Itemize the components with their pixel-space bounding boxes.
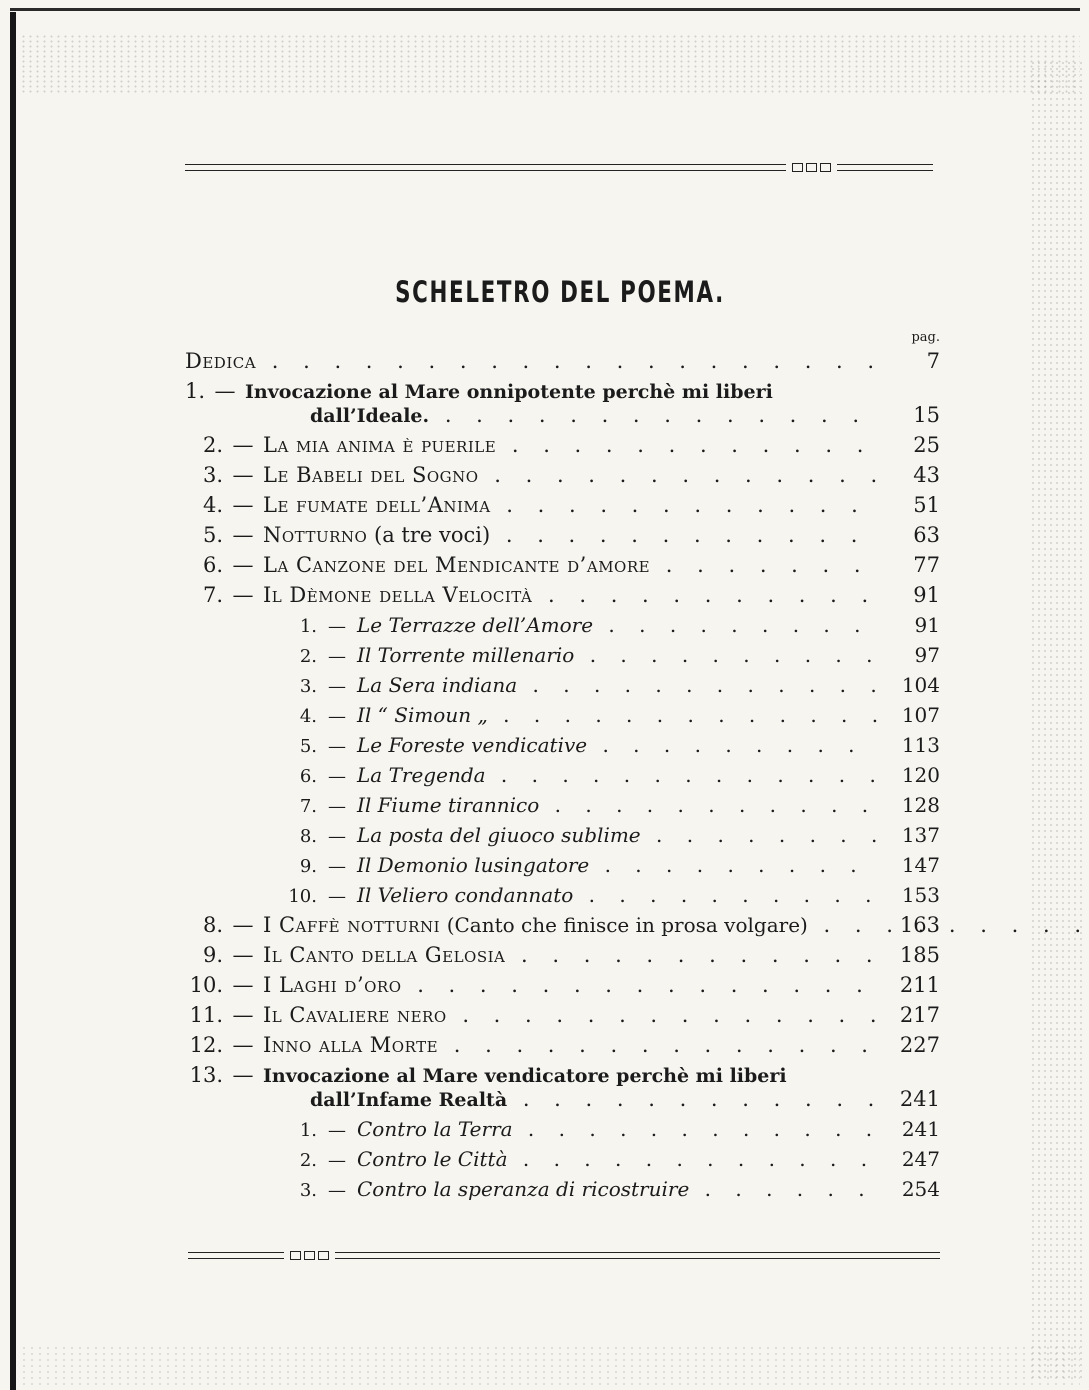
toc-number: 11. xyxy=(189,1003,223,1027)
toc-subrow xyxy=(185,700,940,730)
toc-dash: — xyxy=(232,1063,254,1087)
toc-dash: — xyxy=(328,706,346,727)
toc-number: 3. xyxy=(299,676,317,697)
toc-dash: — xyxy=(232,433,254,457)
bottom-ornament-rule xyxy=(188,1248,940,1262)
toc-title: La Canzone del Mendicante d’amore xyxy=(263,553,651,577)
toc-page: 227 xyxy=(899,1033,940,1057)
toc-number: 8. xyxy=(299,826,317,847)
toc-dash: — xyxy=(328,736,346,757)
scan-noise-bottom xyxy=(20,1345,1080,1385)
toc-page: 25 xyxy=(913,433,940,457)
toc-title-continued: dall’Ideale. xyxy=(310,405,430,427)
toc-row xyxy=(185,460,940,490)
toc-title: I Caffè notturni xyxy=(263,913,441,937)
toc-number: 13. xyxy=(189,1063,223,1087)
toc-number: 2. xyxy=(299,646,317,667)
toc-title: Il Cavaliere nero xyxy=(263,1003,447,1027)
toc-row xyxy=(185,490,940,520)
toc-page: 217 xyxy=(899,1003,940,1027)
toc-title: Invocazione al Mare onnipotente perchè mi liberi xyxy=(245,381,773,403)
toc-dash: — xyxy=(328,826,346,847)
toc-dash: — xyxy=(328,1180,346,1201)
toc-number: 3. xyxy=(202,463,223,487)
toc-page: 137 xyxy=(901,823,940,847)
toc-title: Le Babeli del Sogno xyxy=(263,463,479,487)
toc-row xyxy=(185,970,940,1000)
toc-title: Le Foreste vendicative xyxy=(357,733,588,757)
toc-number: 12. xyxy=(189,1033,223,1057)
toc-row xyxy=(185,580,940,610)
page-title: SCHELETRO DEL POEMA. xyxy=(395,275,725,309)
toc-number: 2. xyxy=(299,1150,317,1171)
toc-number: 7. xyxy=(202,583,223,607)
toc-row xyxy=(185,1030,940,1060)
toc-page: 211 xyxy=(899,973,940,997)
toc-dash: — xyxy=(232,913,254,937)
toc-row xyxy=(185,376,940,403)
toc-page: 241 xyxy=(899,1087,940,1111)
toc-dash: — xyxy=(328,1120,346,1141)
toc-title: Il Demonio lusingatore xyxy=(357,853,590,877)
toc-number: 2. xyxy=(202,433,223,457)
toc-subrow xyxy=(185,1174,940,1204)
toc-dash: — xyxy=(232,973,254,997)
toc-title: Contro le Città xyxy=(357,1147,508,1171)
toc-dash: — xyxy=(232,583,254,607)
toc-number: 1. xyxy=(299,616,317,637)
toc-title: Notturno xyxy=(263,523,368,547)
toc-page: 91 xyxy=(914,613,940,637)
toc-title: Le fumate dell’Anima xyxy=(263,493,491,517)
toc-row xyxy=(185,940,940,970)
scan-noise-top xyxy=(20,34,1080,94)
toc-number: 6. xyxy=(299,766,317,787)
toc-page: 43 xyxy=(913,463,940,487)
toc-row-continued xyxy=(185,400,940,430)
toc-subrow xyxy=(185,880,940,910)
toc-dash: — xyxy=(328,886,346,907)
toc-number: 5. xyxy=(202,523,223,547)
toc-page: 51 xyxy=(913,493,940,517)
toc-title: Contro la Terra xyxy=(357,1117,513,1141)
toc-row xyxy=(185,910,940,940)
toc-row xyxy=(185,1060,940,1087)
toc-dash: — xyxy=(328,796,346,817)
toc-number: 6. xyxy=(202,553,223,577)
toc-title: Il Veliero condannato xyxy=(357,883,574,907)
toc-title: I Laghi d’oro xyxy=(263,973,402,997)
toc-page: 91 xyxy=(913,583,940,607)
toc-subrow xyxy=(185,820,940,850)
toc-page: 77 xyxy=(913,553,940,577)
pag-label: pag. xyxy=(911,330,940,345)
toc-title: La mia anima è puerile xyxy=(263,433,497,457)
toc-dash: — xyxy=(232,1033,254,1057)
toc-page: 128 xyxy=(901,793,940,817)
toc-title: La Sera indiana xyxy=(357,673,518,697)
toc-page: 15 xyxy=(913,403,940,427)
toc-number: 4. xyxy=(299,706,317,727)
scan-noise-right xyxy=(1030,60,1085,1380)
toc-title: Il Dèmone della Velocità xyxy=(263,583,533,607)
toc-title-continued: dall’Infame Realtà xyxy=(310,1089,508,1111)
toc-title: Il Canto della Gelosia xyxy=(263,943,506,967)
toc-title: La posta del giuoco sublime xyxy=(357,823,641,847)
toc-page: 113 xyxy=(901,733,940,757)
toc-title: Il “ Simoun „ xyxy=(357,703,488,727)
toc-subrow xyxy=(185,760,940,790)
toc-subrow xyxy=(185,790,940,820)
toc-dash: — xyxy=(328,646,346,667)
toc-title: Le Terrazze dell’Amore xyxy=(357,613,594,637)
toc-page: 185 xyxy=(899,943,940,967)
toc-title: Il Fiume tirannico xyxy=(357,793,540,817)
toc-page: 63 xyxy=(913,523,940,547)
toc-number: 10. xyxy=(288,886,317,907)
toc-subrow xyxy=(185,850,940,880)
page-top-edge xyxy=(10,8,1080,11)
toc-dash: — xyxy=(328,616,346,637)
toc-dash: — xyxy=(232,493,254,517)
toc-dash: — xyxy=(232,553,254,577)
toc-row xyxy=(185,430,940,460)
toc-title: Inno alla Morte xyxy=(263,1033,439,1057)
toc-number: 5. xyxy=(299,736,317,757)
top-ornament-rule xyxy=(185,160,933,174)
toc-title: Dedica xyxy=(185,349,257,373)
toc-title: Invocazione al Mare vendicatore perchè mi liberi xyxy=(263,1065,787,1087)
toc-number: 8. xyxy=(202,913,223,937)
toc-subrow xyxy=(185,1144,940,1174)
toc-title-extra: (a tre voci) xyxy=(374,523,491,547)
toc-row-dedica xyxy=(185,346,940,376)
toc-page: 107 xyxy=(901,703,940,727)
toc-number: 1. xyxy=(185,379,206,403)
toc-page: 153 xyxy=(901,883,940,907)
toc-row xyxy=(185,550,940,580)
toc-page: 254 xyxy=(901,1177,940,1201)
toc-dash: — xyxy=(232,463,254,487)
toc-number: 9. xyxy=(202,943,223,967)
toc-dash: — xyxy=(328,676,346,697)
toc-subrow xyxy=(185,610,940,640)
toc-dash: — xyxy=(232,943,254,967)
toc-subrow xyxy=(185,730,940,760)
toc-subrow xyxy=(185,640,940,670)
toc-dash: — xyxy=(328,766,346,787)
toc-page: 147 xyxy=(901,853,940,877)
toc-row xyxy=(185,520,940,550)
toc-number: 1. xyxy=(299,1120,317,1141)
toc-row xyxy=(185,1000,940,1030)
table-of-contents xyxy=(185,346,940,1204)
toc-dash: — xyxy=(232,523,254,547)
toc-dash: — xyxy=(214,379,236,403)
toc-dash: — xyxy=(328,856,346,877)
toc-page: 97 xyxy=(914,643,940,667)
toc-title: Contro la speranza di ricostruire xyxy=(357,1177,690,1201)
toc-title: Il Torrente millenario xyxy=(357,643,575,667)
toc-dash: — xyxy=(328,1150,346,1171)
book-spine-shadow xyxy=(10,12,16,1390)
toc-page: 104 xyxy=(901,673,940,697)
toc-number: 9. xyxy=(299,856,317,877)
toc-number: 3. xyxy=(299,1180,317,1201)
toc-title-extra: (Canto che finisce in prosa volgare) xyxy=(446,913,808,937)
toc-page: 120 xyxy=(901,763,940,787)
toc-subrow xyxy=(185,1114,940,1144)
toc-page: 247 xyxy=(901,1147,940,1171)
toc-number: 10. xyxy=(189,973,223,997)
toc-dash: — xyxy=(232,1003,254,1027)
toc-page: 163 xyxy=(899,913,940,937)
toc-subrow xyxy=(185,670,940,700)
toc-title: La Tregenda xyxy=(357,763,486,787)
toc-page: 241 xyxy=(901,1117,940,1141)
toc-number: 7. xyxy=(299,796,317,817)
toc-row-continued xyxy=(185,1084,940,1114)
toc-page: 7 xyxy=(926,349,940,373)
toc-number: 4. xyxy=(202,493,223,517)
